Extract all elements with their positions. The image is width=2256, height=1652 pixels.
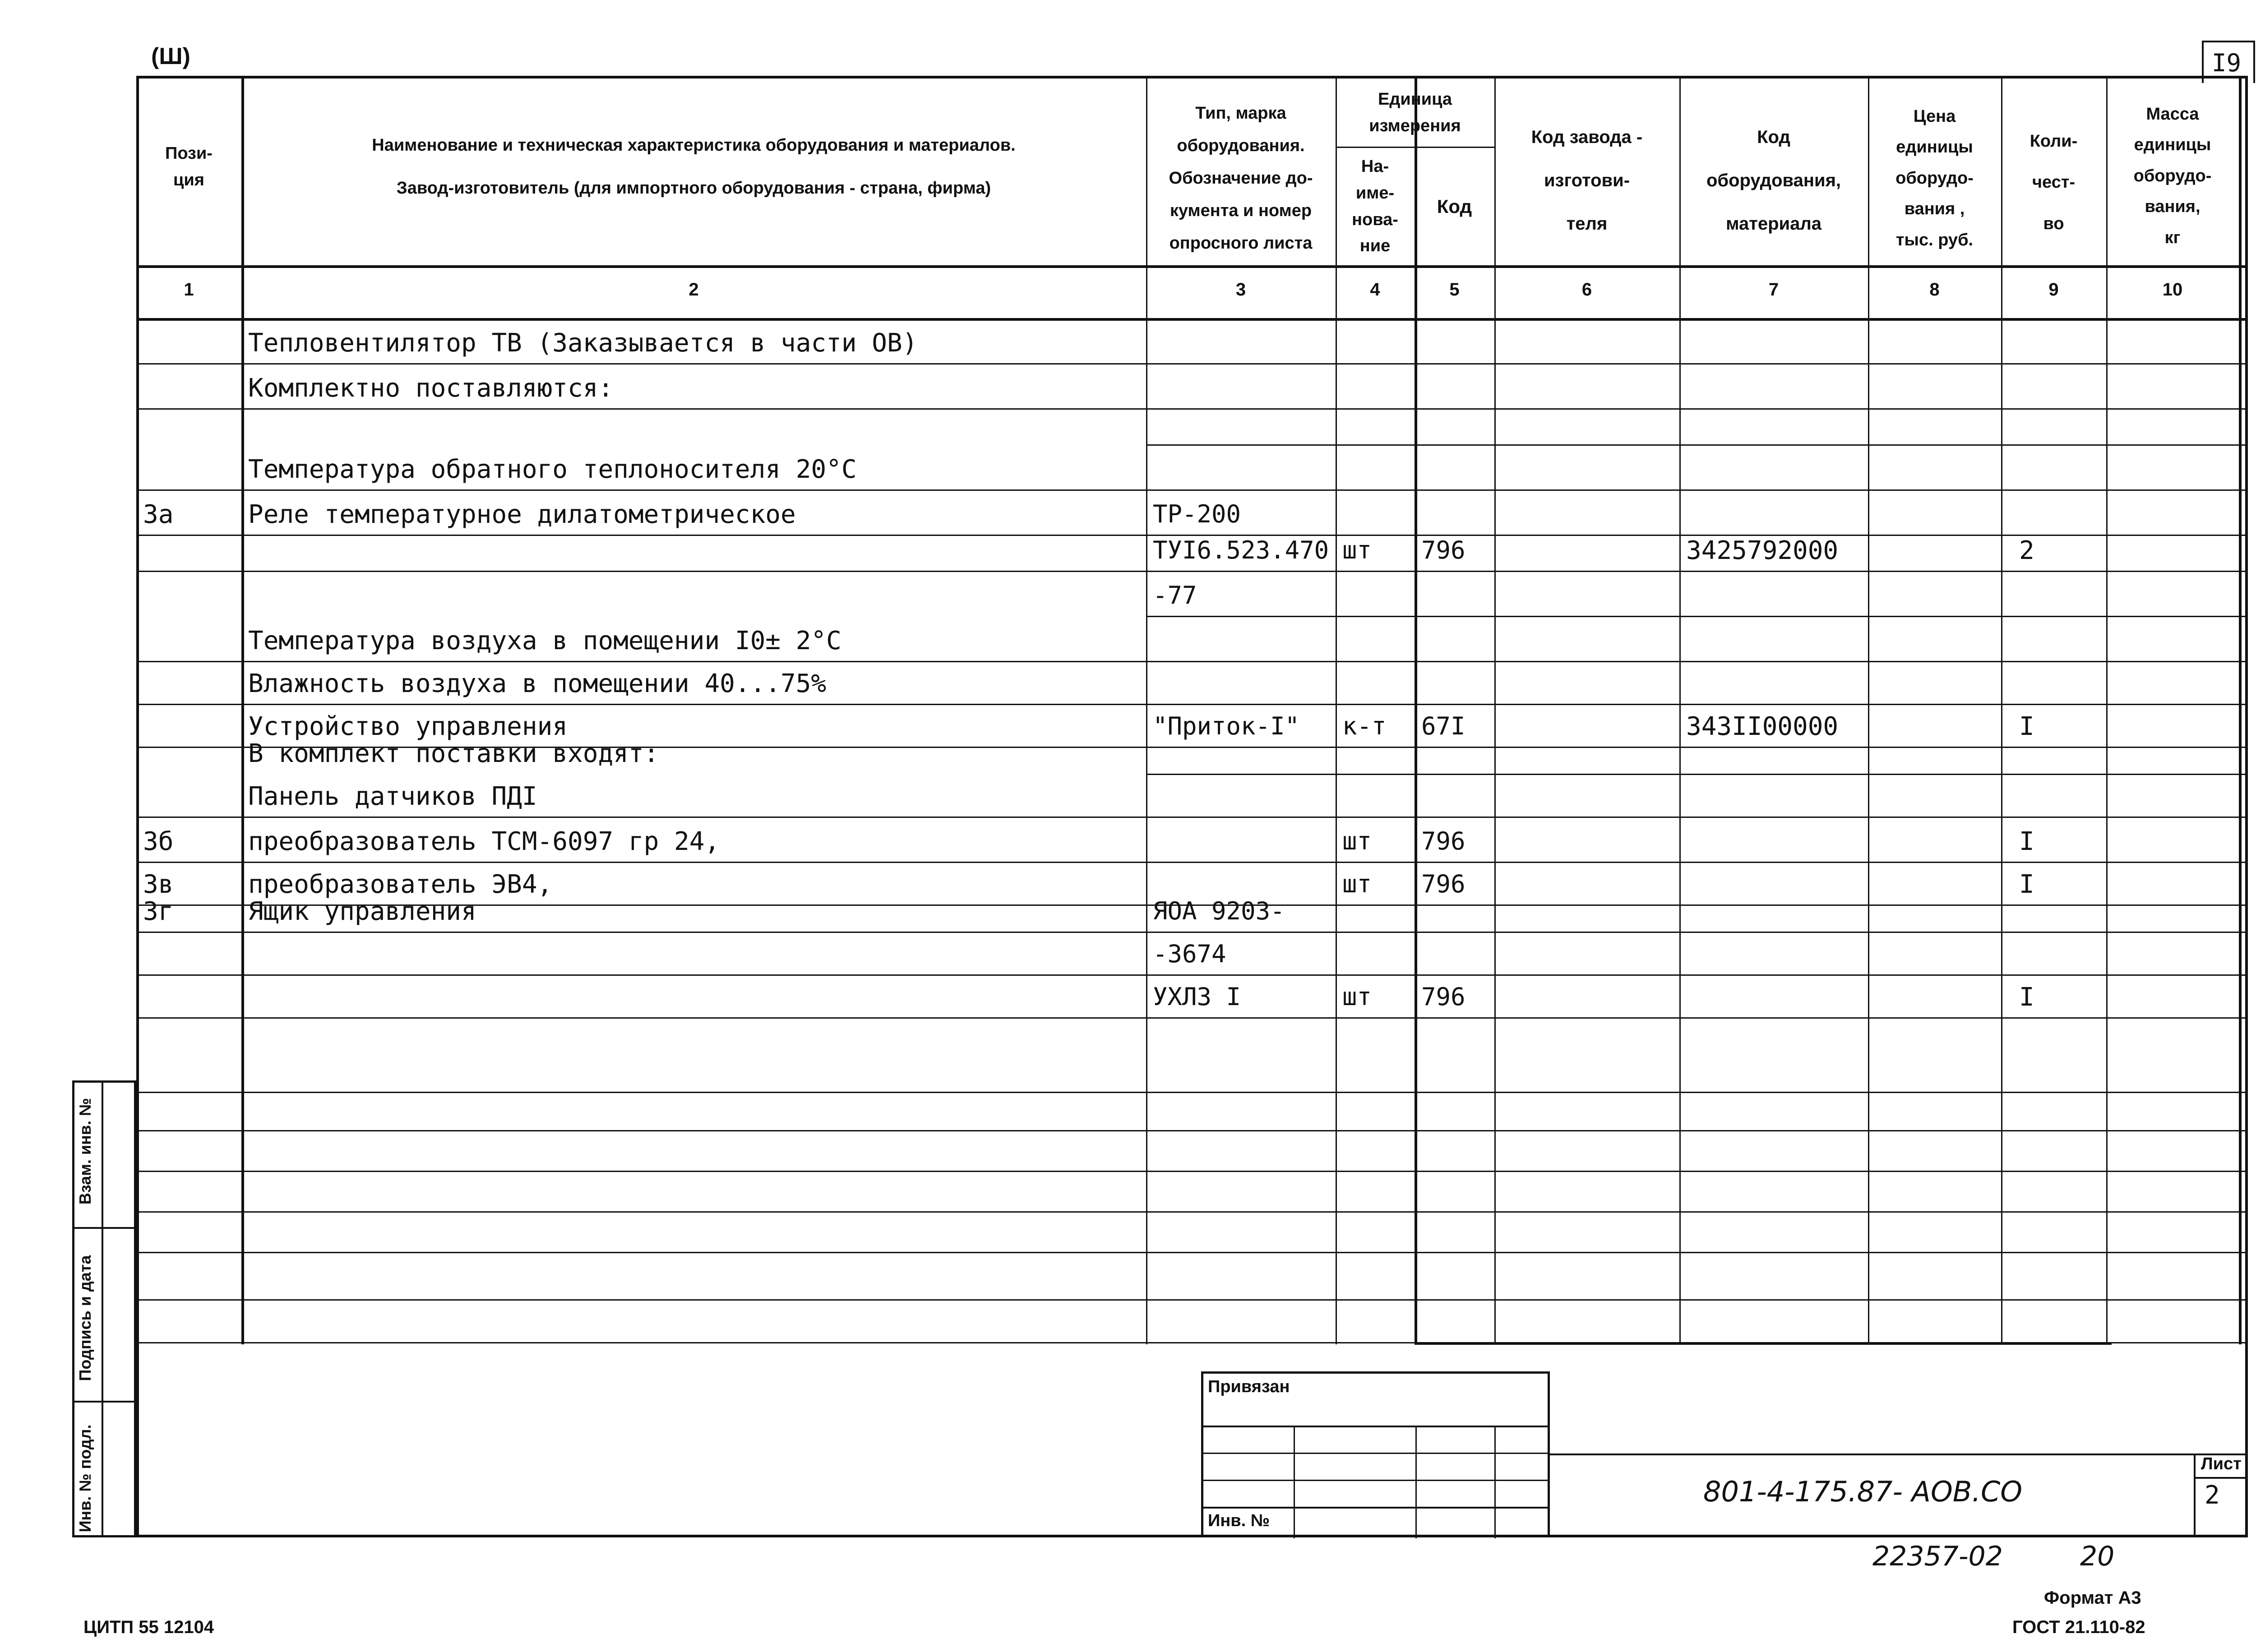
colnum-5: 5 [1449, 280, 1460, 300]
row-14-type: ЯОА 9203- [1153, 897, 1285, 925]
side-label-vzam-inv: Взам. инв. № [76, 1098, 94, 1205]
sheet-marker: (Ш) [151, 43, 190, 69]
format-label: Формат А3 [2044, 1588, 2141, 1608]
col-line-1 [241, 76, 244, 1344]
tied-vline-2 [1415, 1426, 1417, 1538]
colnum-2: 2 [689, 280, 699, 300]
row-1-name: Комплектно поставляются: [248, 374, 614, 403]
row-15-type: -3674 [1153, 940, 1226, 968]
row-4-type: ТР-200 [1153, 500, 1241, 528]
col-line-2 [1146, 76, 1147, 1344]
empty-row-line [136, 1252, 2248, 1253]
row-5-unit: шт [1342, 536, 1372, 564]
row-9-code: 67I [1421, 712, 1465, 740]
col-line-9 [2106, 76, 2108, 1344]
footer-left: ЦИТП 55 12104 [83, 1617, 214, 1637]
row-line [136, 571, 2248, 572]
row-line [136, 974, 2248, 976]
row-3-name: Температура обратного теплоносителя 20°С [248, 455, 857, 484]
handwritten-number: 22357-02 [1872, 1541, 2003, 1572]
row-line [136, 862, 2248, 863]
row-9-name: Устройство управления [248, 712, 568, 741]
header-col6: Код завода - изготови- теля [1531, 127, 1643, 234]
row-line [136, 704, 2248, 705]
row-line [136, 1017, 2248, 1019]
empty-row-line [136, 1342, 2248, 1343]
header-col10: Масса единицы оборудо- вания, кг [2133, 105, 2212, 247]
side-stamp-col-divider [102, 1083, 103, 1535]
side-label-inv-orig: Инв. № подл. [76, 1424, 94, 1532]
doc-code-box-top [1550, 1454, 2248, 1455]
row-13-name: преобразователь ЭВ4, [248, 870, 553, 899]
row-12-name: преобразователь ТСМ-6097 гр 24, [248, 827, 720, 856]
colnum-9: 9 [2048, 280, 2059, 300]
colnum-8: 8 [1929, 280, 1940, 300]
col-line-7 [1868, 76, 1869, 1344]
row-16-code: 796 [1421, 983, 1465, 1011]
header-col4: На- име- нова- ние [1352, 157, 1398, 256]
tied-line-3 [1203, 1480, 1548, 1481]
empty-row-line [136, 1092, 2248, 1093]
col-line-10 [2239, 76, 2242, 1344]
row-16-type: УХЛ3 I [1153, 983, 1241, 1011]
header-col3: Тип, марка оборудования. Обозначение до- кумента и номер опросного листа [1169, 103, 1313, 253]
row-12-qty: I [2019, 827, 2034, 856]
row-7-name: Температура воздуха в помещении I0± 2°С [248, 626, 841, 655]
side-label-sign-date: Подпись и дата [76, 1255, 94, 1381]
row-9-qty: I [2019, 712, 2034, 741]
row-16-qty: I [2019, 983, 2034, 1012]
row-4-pos: 3а [143, 500, 174, 529]
tied-label: Привязан [1208, 1377, 1290, 1396]
row-6-type: -77 [1153, 581, 1197, 609]
sheet-box-divider [2196, 1477, 2248, 1479]
row-13-qty: I [2019, 870, 2034, 899]
header-unit-group: Единица измерения [1369, 90, 1461, 135]
row-13-unit: шт [1342, 870, 1372, 898]
col-line-6 [1679, 76, 1681, 1344]
row-line [1146, 616, 2248, 617]
page-number-top-text: I9 [2212, 49, 2242, 77]
header-col8: Цена единицы оборудо- вания , тыс. руб. [1895, 107, 1974, 249]
row-13-code: 796 [1421, 870, 1465, 898]
row-11-name: Панель датчиков ПДI [248, 782, 537, 811]
empty-row-line [136, 1299, 2248, 1301]
tied-stamp [1201, 1371, 1550, 1537]
col-line-5 [1494, 76, 1496, 1344]
tied-line-2 [1203, 1453, 1548, 1454]
row-9-unit: к-т [1342, 712, 1387, 740]
inv-no-label: Инв. № [1208, 1511, 1270, 1530]
colnum-1: 1 [184, 280, 194, 300]
row-5-type: ТУI6.523.470 [1153, 536, 1329, 564]
colnum-bottom-line [136, 318, 2248, 321]
header-col2: Наименование и техническая характеристика оборудования и материалов. Завод-изготовитель (для импортного оборудования - страна, фирма) [372, 136, 1016, 198]
tied-line-1 [1203, 1426, 1548, 1427]
header-col7: Код оборудования, материала [1706, 127, 1841, 234]
row-12-pos: 3б [143, 827, 174, 856]
col-line-3 [1336, 76, 1337, 1344]
row-5-code: 796 [1421, 536, 1465, 564]
tied-line-4 [1203, 1507, 1548, 1509]
colnum-6: 6 [1581, 280, 1592, 300]
gost-label: ГОСТ 21.110-82 [2012, 1617, 2145, 1637]
colnum-7: 7 [1768, 280, 1779, 300]
empty-row-line [136, 1171, 2248, 1172]
row-line [136, 489, 2248, 491]
row-4-name: Реле температурное дилатометрическое [248, 500, 796, 529]
row-line [136, 363, 2248, 365]
sheet-number: 2 [2205, 1481, 2220, 1510]
col-line-4 [1415, 76, 1417, 1344]
sheet-box [2194, 1454, 2250, 1537]
row-12-unit: шт [1342, 827, 1372, 855]
row-14-name: Ящик управления [248, 897, 476, 926]
row-line [136, 817, 2248, 818]
row-14-pos: 3г [143, 897, 174, 926]
empty-row-line [136, 1211, 2248, 1213]
row-10-name: В комплект поставки входят: [248, 739, 659, 768]
row-9-code-item: 343II00000 [1686, 712, 1839, 741]
row-0-name: Тепловентилятор ТВ (Заказывается в части ОВ) [248, 328, 918, 358]
row-13-pos: 3в [143, 870, 174, 899]
colnum-4: 4 [1370, 280, 1380, 300]
sheet-label: Лист [2201, 1454, 2242, 1473]
row-5-qty: 2 [2019, 536, 2034, 565]
row-line [1146, 444, 2248, 446]
row-line [1146, 774, 2248, 775]
tied-vline-3 [1494, 1426, 1496, 1538]
handwritten-number-2: 20 [2080, 1541, 2115, 1572]
header-col1: Пози- ция [165, 144, 213, 189]
row-5-code-item: 3425792000 [1686, 536, 1839, 565]
row-line [136, 661, 2248, 662]
doc-code: 801-4-175.87- АОВ.СО [1703, 1475, 2023, 1508]
colnum-3: 3 [1235, 280, 1246, 300]
row-12-code: 796 [1421, 827, 1465, 855]
col-line-8 [2001, 76, 2002, 1344]
header-bottom-line [136, 265, 2248, 268]
row-8-name: Влажность воздуха в помещении 40...75% [248, 669, 827, 698]
header-col9: Коли- чест- во [2029, 132, 2078, 233]
empty-row-line [136, 1130, 2248, 1131]
tied-vline-1 [1294, 1426, 1295, 1538]
row-line [136, 408, 2248, 410]
row-9-type: "Приток-I" [1153, 712, 1300, 740]
row-line [136, 932, 2248, 933]
row-16-unit: шт [1342, 983, 1372, 1011]
header-col5: Код [1437, 195, 1472, 217]
colnum-10: 10 [2162, 280, 2183, 300]
